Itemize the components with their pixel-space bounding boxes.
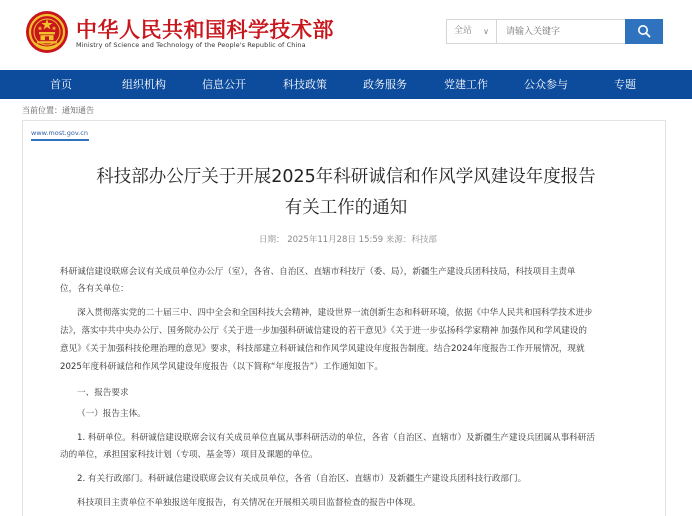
body-line: 意见》《关于加强科技伦理治理的意见》要求，科技部建立科研诚信和作风学风建设年度报告制度。结合2024年度报告工作开展情况，现就 bbox=[60, 344, 585, 354]
nav-item-party-building[interactable]: 党建工作 bbox=[444, 78, 488, 91]
body-line: 2. 有关行政部门。科研诚信建设联席会议有关成员单位，各省（自治区、直辖市）及新疆生产建设兵团科技行政部门。 bbox=[77, 474, 527, 484]
search-scope-label: 全站 bbox=[454, 26, 473, 36]
search-button[interactable] bbox=[625, 19, 663, 44]
body-line: 1. 科研单位。科研诚信建设联席会议有关成员单位直属从事科研活动的单位，各省（自治区、直辖市）及新疆生产建设兵团属从事科研活 bbox=[77, 433, 595, 443]
body-line: 动的单位，承担国家科技计划（专项、基金等）项目及课题的单位。 bbox=[60, 450, 318, 460]
nav-item-info-disclosure[interactable]: 信息公开 bbox=[202, 78, 246, 91]
breadcrumb bbox=[22, 105, 94, 116]
section-heading: 一、报告要求 bbox=[77, 388, 129, 398]
breadcrumb-current[interactable]: 通知通告 bbox=[62, 106, 94, 115]
body-line: 深入贯彻落实党的二十届三中、四中全会和全国科技大会精神，建设世界一流创新生态和科研环境，依据《中华人民共和国科学技术进步 bbox=[77, 308, 593, 318]
body-line: 位，各有关单位： bbox=[60, 284, 129, 294]
breadcrumb-prefix: 当前位置： bbox=[22, 106, 62, 115]
domain-underline bbox=[31, 139, 89, 141]
nav-item-topics[interactable]: 专题 bbox=[614, 78, 636, 91]
search-input[interactable] bbox=[498, 20, 628, 43]
site-subtitle: Ministry of Science and Technology of the People's Republic of China bbox=[76, 41, 306, 49]
nav-item-policy[interactable]: 科技政策 bbox=[283, 78, 327, 91]
subsection-heading: （一）报告主体。 bbox=[77, 409, 146, 419]
body-line: 科研诚信建设联席会议有关成员单位办公厅（室），各省、自治区、直辖市科技厅（委、局），新疆生产建设兵团科技局，科技项目主责单 bbox=[60, 267, 576, 277]
article-title-line1: 科技部办公厅关于开展2025年科研诚信和作风学风建设年度报告 bbox=[96, 167, 596, 187]
article-title-line2: 有关工作的通知 bbox=[284, 198, 408, 218]
nav-item-organization[interactable]: 组织机构 bbox=[122, 78, 166, 91]
body-line: 2025年度科研诚信和作风学风建设年度报告（以下简称“年度报告”）工作通知如下。 bbox=[60, 362, 383, 372]
search-scope-select[interactable] bbox=[447, 20, 497, 43]
national-emblem-icon[interactable] bbox=[25, 10, 69, 54]
nav-item-services[interactable]: 政务服务 bbox=[363, 78, 407, 91]
site-domain-label: www.most.gov.cn bbox=[31, 129, 88, 137]
search-bar bbox=[446, 19, 663, 44]
main-nav bbox=[0, 70, 692, 99]
nav-item-public-participation[interactable]: 公众参与 bbox=[524, 78, 568, 91]
nav-item-home[interactable]: 首页 bbox=[50, 78, 72, 91]
search-icon bbox=[637, 24, 651, 38]
site-header bbox=[0, 0, 692, 70]
site-title[interactable]: 中华人民共和国科学技术部 bbox=[76, 18, 334, 42]
body-line: 法》，落实中共中央办公厅、国务院办公厅《关于进一步加强科研诚信建设的若干意见》《关于进一步弘扬科学家精神 加强作风和学风建设的 bbox=[60, 326, 587, 336]
chevron-down-icon: ∨ bbox=[483, 27, 489, 36]
article-meta: 日期： 2025年11月28日 15:59 来源：科技部 bbox=[259, 235, 437, 245]
body-line: 科技项目主责单位不单独报送年度报告，有关情况在开展相关项目监督检查的报告中体现。 bbox=[77, 498, 421, 508]
